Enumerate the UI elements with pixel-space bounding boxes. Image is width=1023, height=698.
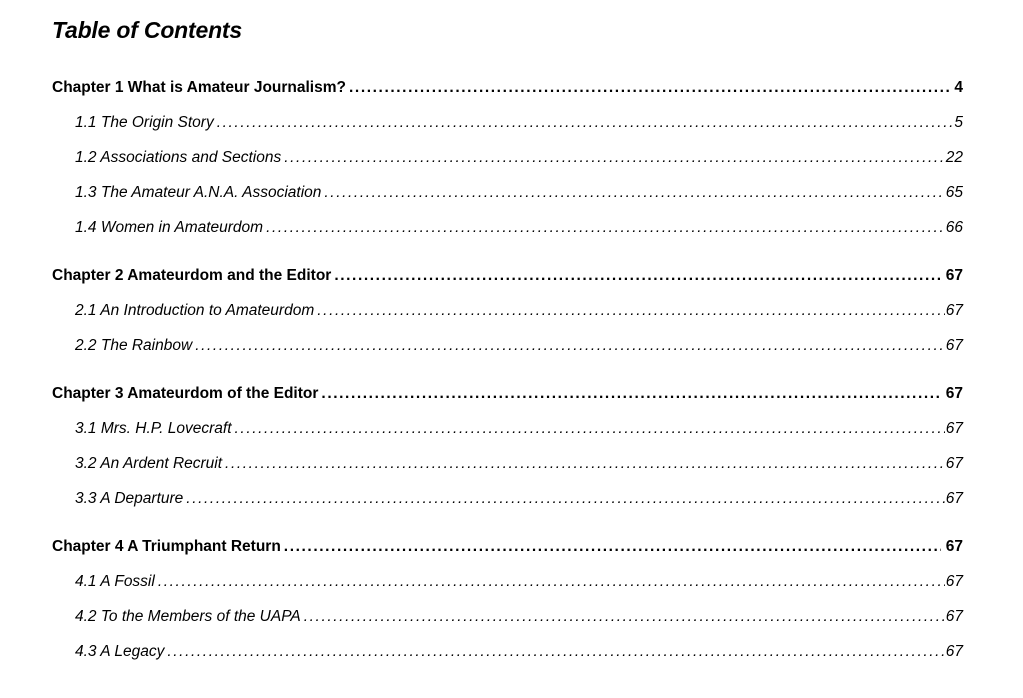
toc-page-number: 65 (945, 184, 963, 201)
dot-leader (158, 564, 945, 599)
toc-page-number: 67 (945, 643, 963, 660)
dot-leader (317, 293, 945, 328)
dot-leader (349, 70, 949, 105)
toc-page-number: 67 (945, 455, 963, 472)
toc-entry-2-2[interactable] (52, 328, 963, 363)
dot-leader (195, 328, 945, 363)
toc-entry-label: Chapter 3 Amateurdom of the Editor (52, 385, 319, 402)
toc-page-number: 4 (954, 79, 963, 96)
toc-entry-label: Chapter 2 Amateurdom and the Editor (52, 267, 332, 284)
toc-entry-3-1[interactable] (52, 411, 963, 446)
toc-entry-label: 3.1 Mrs. H.P. Lovecraft (75, 420, 232, 437)
dot-leader (186, 481, 944, 516)
toc-entry-label: 2.1 An Introduction to Amateurdom (75, 302, 315, 319)
toc-entry-label: Chapter 1 What is Amateur Journalism? (52, 79, 346, 96)
toc-page-number: 67 (945, 385, 963, 402)
toc-entry-1-4[interactable] (52, 210, 963, 245)
toc-entry-label: 4.3 A Legacy (75, 643, 165, 660)
toc-page-number: 67 (945, 302, 963, 319)
toc-entry-label: 4.2 To the Members of the UAPA (75, 608, 301, 625)
toc-entry-label: 4.1 A Fossil (75, 573, 155, 590)
toc-page-number: 67 (945, 573, 963, 590)
toc-entry-3-3[interactable] (52, 481, 963, 516)
toc-page-number: 67 (945, 490, 963, 507)
dot-leader (266, 210, 945, 245)
toc-entry-label: 3.3 A Departure (75, 490, 184, 507)
toc-page-number: 66 (945, 219, 963, 236)
dot-leader (284, 140, 945, 175)
toc-entry-label: 2.2 The Rainbow (75, 337, 193, 354)
toc-entry-4-2[interactable] (52, 599, 963, 634)
dot-leader (321, 376, 940, 411)
dot-leader (225, 446, 945, 481)
toc-entry-label: 1.2 Associations and Sections (75, 149, 282, 166)
toc-entry-chapter-3[interactable] (52, 376, 963, 411)
toc-page-number: 67 (945, 538, 963, 555)
toc-entry-chapter-4[interactable] (52, 529, 963, 564)
toc-page-number: 67 (945, 337, 963, 354)
toc-page-number: 5 (954, 114, 963, 131)
toc-entry-1-2[interactable] (52, 140, 963, 175)
toc-entry-chapter-2[interactable] (52, 258, 963, 293)
dot-leader (284, 529, 941, 564)
toc-page-number: 22 (945, 149, 963, 166)
toc-page-number: 67 (945, 608, 963, 625)
dot-leader (324, 175, 944, 210)
toc-entry-1-1[interactable] (52, 105, 963, 140)
toc-entry-3-2[interactable] (52, 446, 963, 481)
toc-entry-2-1[interactable] (52, 293, 963, 328)
toc-entry-chapter-1[interactable] (52, 70, 963, 105)
toc-page-number: 67 (945, 420, 963, 437)
toc-entry-label: 1.3 The Amateur A.N.A. Association (75, 184, 322, 201)
toc-entry-label: 3.2 An Ardent Recruit (75, 455, 223, 472)
dot-leader (217, 105, 954, 140)
dot-leader (235, 411, 945, 446)
toc-list (52, 70, 963, 669)
toc-entry-4-1[interactable] (52, 564, 963, 599)
toc-entry-label: 1.1 The Origin Story (75, 114, 214, 131)
toc-page-number: 67 (945, 267, 963, 284)
toc-entry-label: Chapter 4 A Triumphant Return (52, 538, 281, 555)
dot-leader (167, 634, 944, 669)
toc-entry-label: 1.4 Women in Amateurdom (75, 219, 264, 236)
page-title: Table of Contents (52, 17, 242, 43)
dot-leader (334, 258, 940, 293)
toc-entry-4-3[interactable] (52, 634, 963, 669)
toc-entry-1-3[interactable] (52, 175, 963, 210)
dot-leader (304, 599, 945, 634)
